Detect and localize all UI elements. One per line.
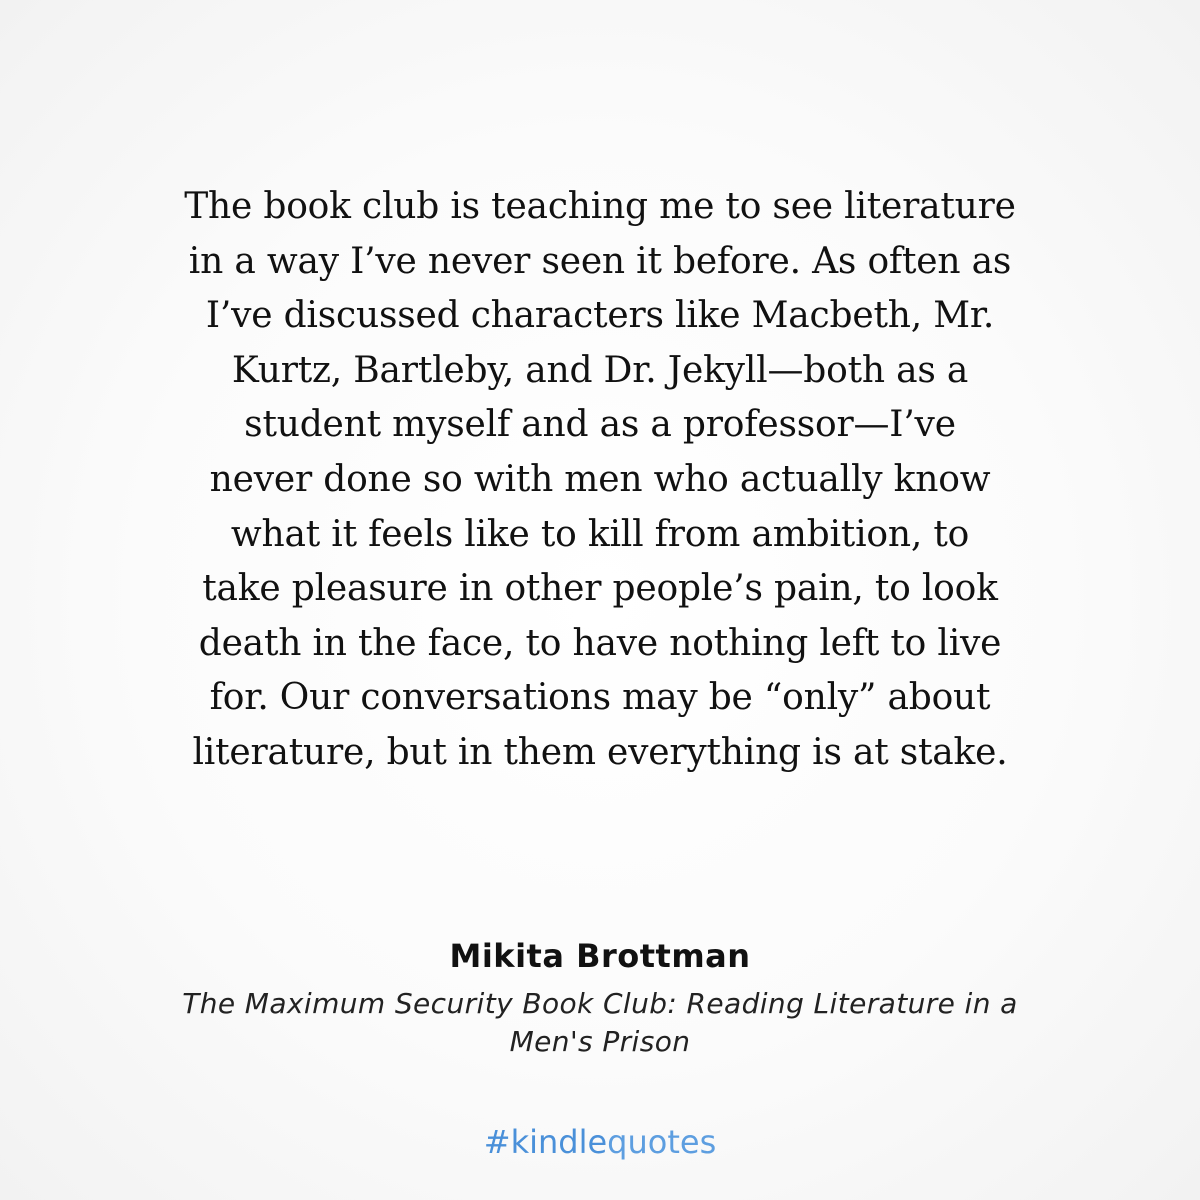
quote-line: take pleasure in other people’s pain, to look [202,568,998,610]
quote-line: literature, but in them everything is at stake. [192,731,1008,773]
hashtag-suffix: quotes [607,1123,717,1161]
quote-line: what it feels like to kill from ambition, to [230,513,970,555]
quote-line: death in the face, to have nothing left to live [198,622,1002,664]
quote-line: student myself and as a professor—I’ve [244,404,956,446]
quote-line: for. Our conversations may be “only” about [209,677,991,719]
hashtag-prefix: #kindle [483,1123,608,1161]
quote-line: I’ve discussed characters like Macbeth, Mr. [205,295,995,337]
kindle-quotes-hashtag [0,1122,1200,1162]
quote-text [60,180,1140,781]
author-name: Mikita Brottman [449,937,751,975]
book-title [100,985,1100,1061]
quote-line: never done so with men who actually know [209,458,991,500]
quote-line: The book club is teaching me to see literature [184,186,1016,227]
book-title-line: The Maximum Security Book Club: Reading Literature in a [182,987,1018,1020]
quote-line: Kurtz, Bartleby, and Dr. Jekyll—both as a [231,349,969,391]
quote-line: in a way I’ve never seen it before. As often as [188,240,1012,282]
book-title-line: Men's Prison [509,1025,691,1058]
